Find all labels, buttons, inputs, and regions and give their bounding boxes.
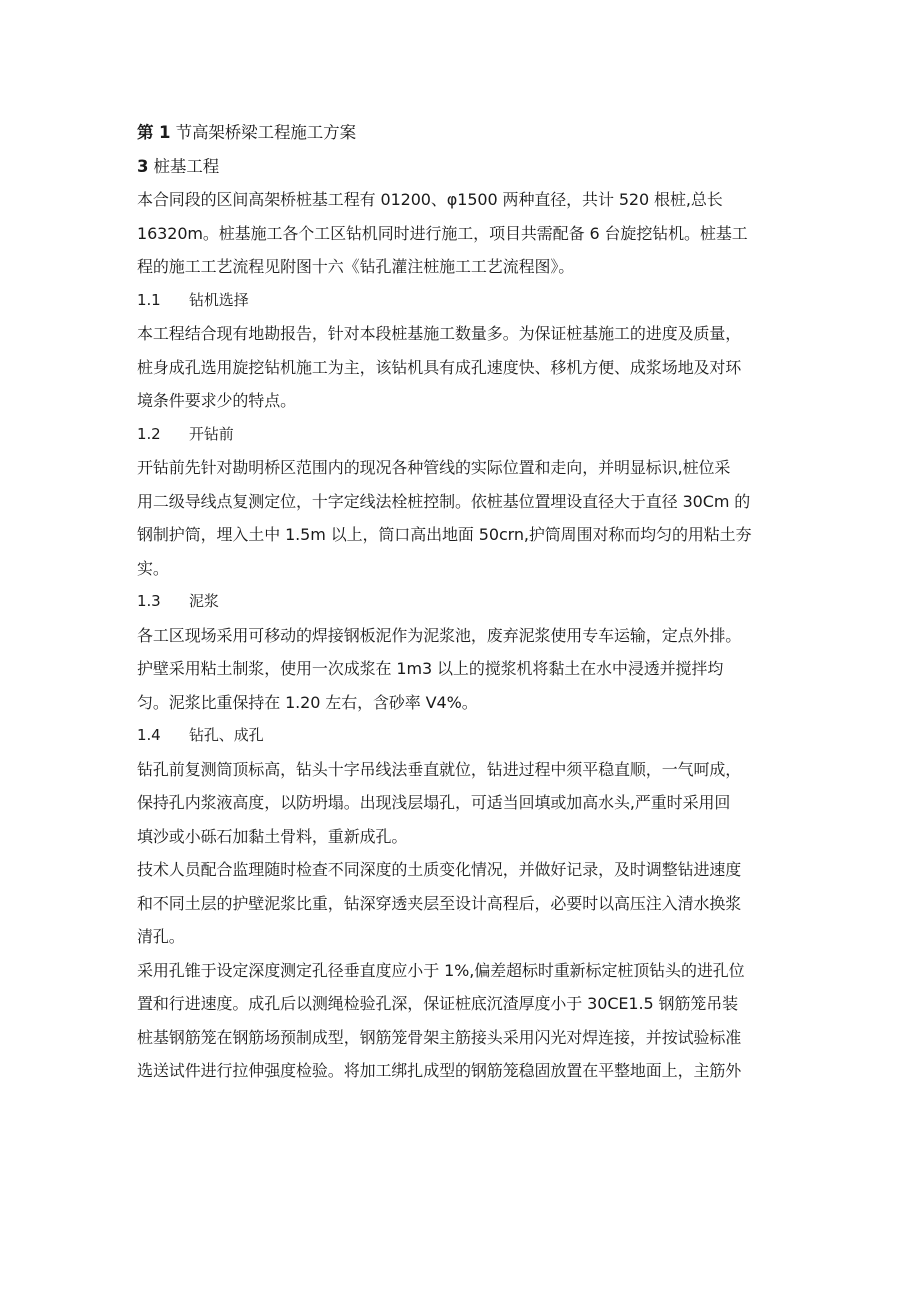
paragraph-line: 桩基钢筋笼在钢筋场预制成型，钢筋笼骨架主筋接头采用闪光对焊连接，并按试验标准 — [137, 1027, 742, 1047]
intro-line: 16320m。桩基施工各个工区钻机同时进行施工，项目共需配备 6 台旋挖钻机。桩基工 — [137, 223, 748, 243]
paragraph-line: 清孔。 — [137, 927, 185, 946]
paragraph-line: 境条件要求少的特点。 — [137, 391, 297, 410]
paragraph-line: 采用孔锥于设定深度测定孔径垂直度应小于 1%,偏差超标时重新标定桩顶钻头的进孔位 — [137, 960, 745, 980]
paragraph-line: 钻孔前复测筒顶标高，钻头十字吊线法垂直就位，钻进过程中须平稳直顺，一气呵成， — [137, 759, 742, 779]
paragraph-line: 匀。泥浆比重保持在 1.20 左右，含砂率 V4%。 — [137, 692, 478, 712]
paragraph-line: 本工程结合现有地勘报告，针对本段桩基施工数量多。为保证桩基施工的进度及质量， — [137, 324, 742, 343]
paragraph-line: 选送试件进行拉伸强度检验。将加工绑扎成型的钢筋笼稳固放置在平整地面上，主筋外 — [137, 1061, 742, 1080]
paragraph-line: 用二级导线点复测定位，十字定线法栓桩控制。依桩基位置埋设直径大于直径 30Cm 的 — [137, 491, 751, 511]
paragraph-line: 和不同土层的护壁泥浆比重，钻深穿透夹层至设计高程后，必要时以高压注入清水换浆 — [137, 893, 742, 913]
paragraph-line: 保持孔内浆液高度，以防坍塌。出现浅层塌孔，可适当回填或加高水头,严重时采用回 — [137, 793, 731, 812]
paragraph-line: 桩身成孔选用旋挖钻机施工为主，该钻机具有成孔速度快、移机方便、成浆场地及对环 — [137, 357, 742, 377]
chapter-title: 3 桩基工程 — [137, 156, 220, 176]
subsection-heading-1-2: 1.2 开钻前 — [137, 424, 234, 443]
document-body — [137, 116, 787, 1088]
paragraph-line: 置和行进速度。成孔后以测绳检验孔深，保证桩底沉渣厚度小于 30CE1.5 钢筋笼吊装 — [137, 994, 739, 1013]
paragraph-line: 实。 — [137, 558, 169, 578]
paragraph-line: 填沙或小砾石加黏土骨料，重新成孔。 — [137, 826, 408, 846]
section-title: 第 1 节高架桥梁工程施工方案 — [137, 123, 356, 142]
subsection-heading-1-3: 1.3 泥浆 — [137, 592, 219, 610]
paragraph-line: 开钻前先针对勘明桥区范围内的现况各种管线的实际位置和走向，并明显标识,桩位采 — [137, 458, 731, 477]
paragraph-line: 各工区现场采用可移动的焊接钢板泥作为泥浆池，废弃泥浆使用专车运输，定点外排。 — [137, 625, 742, 645]
intro-line: 程的施工工艺流程见附图十六《钻孔灌注桩施工工艺流程图》。 — [137, 257, 575, 276]
subsection-heading-1-4: 1.4 钻孔、成孔 — [137, 726, 264, 744]
paragraph-line: 技术人员配合监理随时检查不同深度的土质变化情况，并做好记录，及时调整钻进速度 — [137, 860, 742, 879]
subsection-heading-1-1: 1.1 钻机选择 — [137, 290, 249, 309]
intro-line: 本合同段的区间高架桥桩基工程有 01200、φ1500 两种直径，共计 520 根桩,总长 — [137, 190, 723, 209]
paragraph-line: 钢制护筒，埋入土中 1.5m 以上，筒口高出地面 50crn,护筒周围对称而均匀的用粘土夯 — [137, 525, 752, 544]
paragraph-line: 护壁采用粘土制浆，使用一次成浆在 1m3 以上的搅浆机将黏土在水中浸透并搅拌均 — [137, 659, 724, 678]
